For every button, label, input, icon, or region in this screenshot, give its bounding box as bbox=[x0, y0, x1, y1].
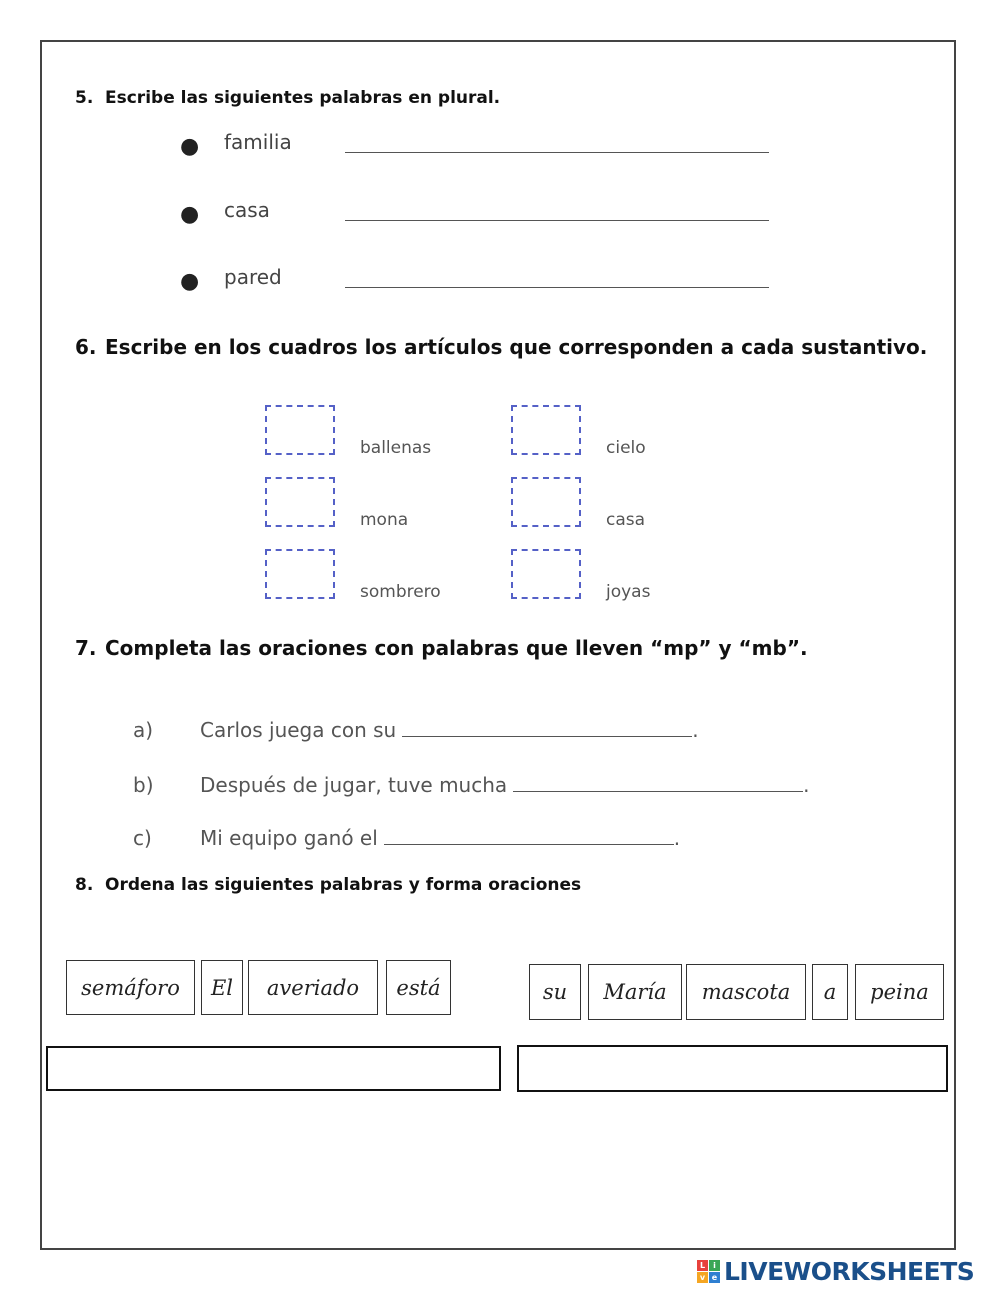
sentence-answer-box[interactable] bbox=[46, 1046, 501, 1091]
sentence-end: . bbox=[803, 773, 810, 797]
word-tile[interactable]: averiado bbox=[248, 960, 378, 1015]
logo-letter-l: L bbox=[697, 1260, 708, 1271]
sentence-text: Carlos juega con su bbox=[200, 718, 397, 742]
sentence-letter: a) bbox=[133, 718, 154, 742]
question-5-title: 5. Escribe las siguientes palabras en plural. bbox=[75, 88, 501, 108]
word-tile[interactable]: El bbox=[201, 960, 243, 1015]
noun-word: cielo bbox=[606, 438, 646, 458]
question-6-title: 6. Escribe en los cuadros los artículos que corresponden a cada sustantivo. bbox=[75, 335, 928, 359]
word-tile[interactable]: su bbox=[529, 964, 581, 1020]
word-tile[interactable]: está bbox=[386, 960, 451, 1015]
noun-word: casa bbox=[606, 510, 646, 530]
sentence-end: . bbox=[692, 718, 699, 742]
sentence-letter: c) bbox=[133, 826, 152, 850]
article-input-box[interactable] bbox=[265, 549, 335, 599]
bullet-icon: ● bbox=[180, 269, 200, 294]
noun-word: mona bbox=[360, 510, 409, 530]
brand-name: LIVEWORKSHEETS bbox=[724, 1256, 975, 1286]
plural-answer-line[interactable] bbox=[345, 287, 769, 288]
sentence-letter: b) bbox=[133, 773, 154, 797]
bullet-icon: ● bbox=[180, 134, 200, 159]
sentence-blank[interactable] bbox=[402, 720, 692, 737]
article-item bbox=[265, 405, 525, 465]
question-8-title: 8. Ordena las siguientes palabras y forma oraciones bbox=[75, 875, 582, 895]
article-input-box[interactable] bbox=[265, 405, 335, 455]
word-tile[interactable]: peina bbox=[855, 964, 944, 1020]
article-item bbox=[265, 549, 525, 609]
plural-word: familia bbox=[224, 130, 292, 154]
word-tile[interactable]: semáforo bbox=[66, 960, 195, 1015]
noun-word: joyas bbox=[606, 582, 651, 602]
noun-word: ballenas bbox=[360, 438, 432, 458]
word-tile[interactable]: María bbox=[588, 964, 682, 1020]
plural-answer-line[interactable] bbox=[345, 152, 769, 153]
logo-letter-v: v bbox=[697, 1272, 708, 1283]
noun-word: sombrero bbox=[360, 582, 441, 602]
sentence-answer-box[interactable] bbox=[517, 1045, 948, 1092]
bullet-icon: ● bbox=[180, 202, 200, 227]
question-7-title: 7. Completa las oraciones con palabras que lleven “mp” y “mb”. bbox=[75, 636, 808, 660]
article-input-box[interactable] bbox=[265, 477, 335, 527]
article-input-box[interactable] bbox=[511, 549, 581, 599]
article-input-box[interactable] bbox=[511, 477, 581, 527]
logo-letter-i: i bbox=[709, 1260, 720, 1271]
plural-word: pared bbox=[224, 265, 282, 289]
sentence-text: Después de jugar, tuve mucha bbox=[200, 773, 508, 797]
article-item bbox=[511, 477, 771, 537]
word-tile[interactable]: mascota bbox=[686, 964, 806, 1020]
liveworksheets-logo bbox=[697, 1255, 974, 1287]
sentence-blank[interactable] bbox=[513, 775, 803, 792]
word-tile[interactable]: a bbox=[812, 964, 848, 1020]
article-item bbox=[511, 549, 771, 609]
article-item bbox=[511, 405, 771, 465]
plural-answer-line[interactable] bbox=[345, 220, 769, 221]
sentence-text: Mi equipo ganó el bbox=[200, 826, 378, 850]
article-item bbox=[265, 477, 525, 537]
liveworksheets-icon bbox=[697, 1260, 720, 1283]
sentence-blank[interactable] bbox=[384, 828, 674, 845]
logo-letter-e: e bbox=[709, 1272, 720, 1283]
article-input-box[interactable] bbox=[511, 405, 581, 455]
plural-word: casa bbox=[224, 198, 270, 222]
sentence-end: . bbox=[673, 826, 681, 850]
